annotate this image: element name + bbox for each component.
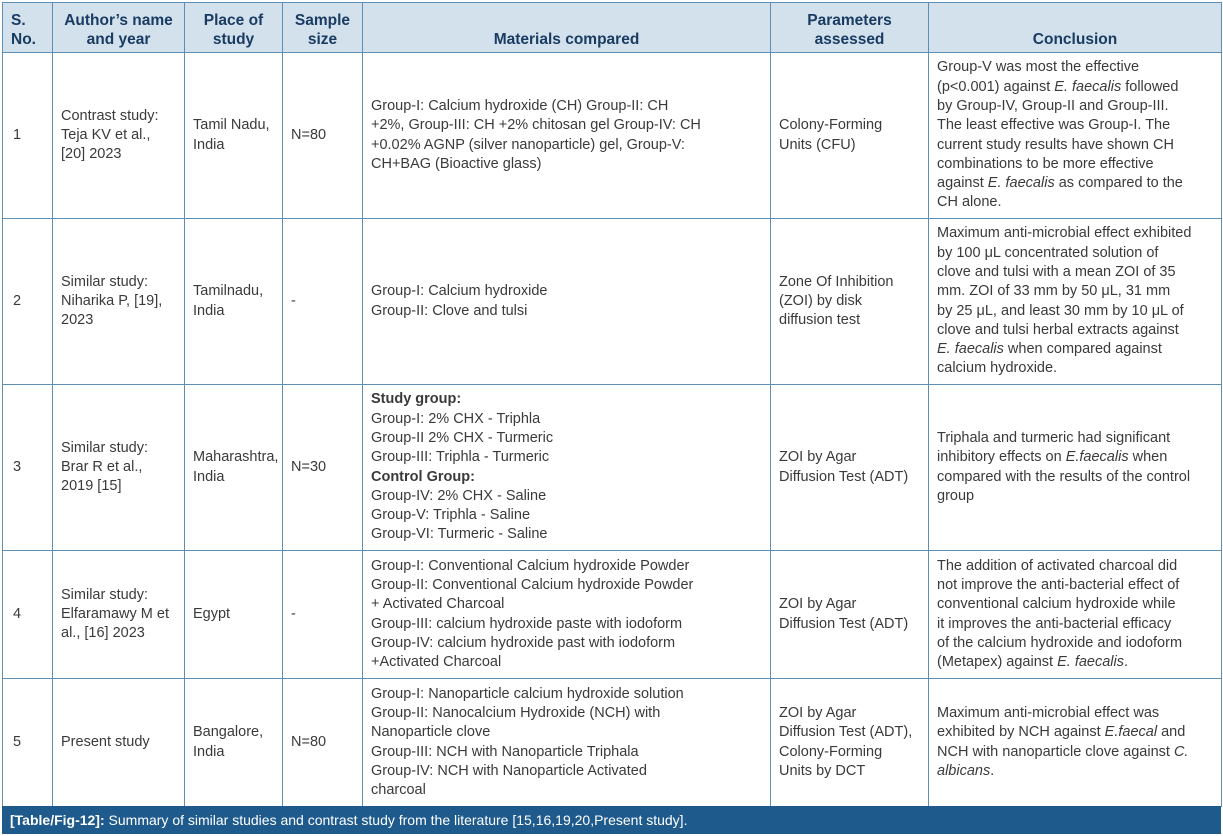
author-line: Elfaramawy M et	[61, 605, 169, 622]
materials-line: Group-I: Nanoparticle calcium hydroxide solution	[371, 685, 684, 702]
conclusion-text: compared with the results of the control	[937, 468, 1191, 485]
conclusion-line	[937, 282, 1213, 301]
materials-line: Group-I: Conventional Calcium hydroxide Powder	[371, 557, 690, 574]
conclusion-line	[937, 136, 1213, 155]
conclusion-line	[937, 244, 1213, 263]
table-caption	[2, 806, 1221, 834]
header-sample-line: size	[307, 31, 338, 48]
conclusion-text: when compared against	[1003, 341, 1162, 358]
materials-line: CH+BAG (Bioactive glass)	[371, 155, 542, 172]
materials-line: Group-IV: 2% CHX - Saline	[371, 487, 547, 504]
cell-sno: 4	[3, 551, 53, 679]
species-name: E. faecalis	[1054, 78, 1122, 95]
conclusion-text: (Metapex) against	[937, 654, 1058, 671]
conclusion-line	[937, 576, 1213, 595]
conclusion-text: Maximum anti-microbial effect exhibited	[937, 225, 1192, 242]
header-author	[53, 3, 185, 53]
author-line: Similar study:	[61, 439, 149, 456]
place-line: Maharashtra,	[193, 449, 279, 466]
place-line: Egypt	[193, 605, 231, 622]
species-name: albicans	[937, 762, 991, 779]
conclusion-line	[937, 762, 1213, 781]
conclusion-text: clove and tulsi herbal extracts against	[937, 321, 1179, 338]
conclusion-text: clove and tulsi with a mean ZOI of 35	[937, 263, 1176, 280]
materials-line: Group-II: Conventional Calcium hydroxide Powder	[371, 576, 694, 593]
conclusion-line	[937, 743, 1213, 762]
materials-line: Group-V: Triphla - Saline	[371, 507, 531, 524]
caption-label: [Table/Fig-12]:	[10, 812, 105, 828]
species-name: E. faecalis	[937, 341, 1004, 358]
author-line: [20] 2023	[61, 146, 122, 163]
conclusion-text: followed	[1121, 78, 1179, 95]
conclusion-text: NCH with nanoparticle clove against	[937, 743, 1174, 760]
conclusion-line	[937, 174, 1213, 193]
author-line: al., [16] 2023	[61, 625, 145, 642]
cell-sample-size: N=80	[283, 53, 363, 219]
parameters-line: diffusion test	[779, 312, 861, 329]
materials-line: Group-I: Calcium hydroxide	[371, 283, 548, 300]
conclusion-line	[937, 193, 1213, 212]
conclusion-text: Maximum anti-microbial effect was	[937, 704, 1160, 721]
cell-author	[53, 219, 185, 385]
cell-place	[185, 551, 283, 679]
conclusion-text: mm. ZOI of 33 mm by 50 μL, 31 mm	[937, 283, 1171, 300]
conclusion-line	[937, 615, 1213, 634]
header-materials-line: Materials compared	[493, 31, 640, 48]
conclusion-line	[937, 155, 1213, 174]
materials-line: Group-III: calcium hydroxide paste with iodoform	[371, 615, 683, 632]
header-sno	[3, 3, 53, 53]
conclusion-line	[937, 58, 1213, 77]
cell-place	[185, 53, 283, 219]
conclusion-text: current study results have shown CH	[937, 136, 1174, 153]
cell-sample-size: N=80	[283, 679, 363, 807]
header-place-line: Place of	[203, 12, 264, 29]
author-line: Contrast study:	[61, 107, 159, 124]
header-sno-line: S.	[11, 12, 26, 29]
place-line: India	[193, 136, 225, 153]
materials-line: +0.02% AGNP (silver nanoparticle) gel, Group-V:	[371, 136, 685, 153]
conclusion-text: exhibited by NCH against	[937, 724, 1105, 741]
cell-parameters	[771, 551, 929, 679]
table-row	[3, 219, 1222, 385]
author-line: Brar R et al.,	[61, 458, 143, 475]
place-line: India	[193, 468, 225, 485]
cell-author	[53, 385, 185, 551]
materials-line: Group-IV: NCH with Nanoparticle Activated	[371, 762, 647, 779]
conclusion-text: and	[1157, 724, 1186, 741]
materials-line: + Activated Charcoal	[371, 596, 505, 613]
conclusion-text: (p<0.001) against	[937, 78, 1055, 95]
header-author-line: and year	[86, 31, 151, 48]
header-sample-line: Sample	[294, 12, 351, 29]
parameters-line: ZOI by Agar	[779, 449, 857, 466]
cell-conclusion	[929, 551, 1222, 679]
conclusion-line	[937, 557, 1213, 576]
conclusion-text: by Group-IV, Group-II and Group-III.	[937, 97, 1169, 114]
cell-parameters	[771, 219, 929, 385]
author-line: Similar study:	[61, 586, 149, 603]
cell-sno: 3	[3, 385, 53, 551]
header-place	[185, 3, 283, 53]
cell-author	[53, 679, 185, 807]
materials-line: Group-IV: calcium hydroxide past with iodoform	[371, 634, 676, 651]
cell-sno: 5	[3, 679, 53, 807]
header-sample	[283, 3, 363, 53]
cell-author	[53, 53, 185, 219]
parameters-line: Diffusion Test (ADT)	[779, 615, 909, 632]
conclusion-line	[937, 487, 1213, 506]
conclusion-line	[937, 78, 1213, 97]
parameters-line: Units by DCT	[779, 762, 866, 779]
conclusion-text: combinations to be more effective	[937, 155, 1154, 172]
conclusion-text: against	[937, 175, 988, 192]
conclusion-text: The least effective was Group-I. The	[937, 117, 1171, 134]
cell-materials	[363, 53, 771, 219]
cell-author	[53, 551, 185, 679]
conclusion-line	[937, 302, 1213, 321]
parameters-line: Colony-Forming	[779, 743, 883, 760]
materials-line: Group-II 2% CHX - Turmeric	[371, 429, 554, 446]
place-line: Bangalore,	[193, 724, 264, 741]
cell-conclusion	[929, 679, 1222, 807]
materials-line: Group-III: NCH with Nanoparticle Triphala	[371, 743, 639, 760]
caption-text: Summary of similar studies and contrast study from the literature [15,16,19,20,Present study].	[104, 812, 688, 828]
parameters-line: ZOI by Agar	[779, 704, 857, 721]
materials-line: Group-I: Calcium hydroxide (CH) Group-II: CH	[371, 97, 669, 114]
conclusion-line	[937, 634, 1213, 653]
conclusion-line	[937, 263, 1213, 282]
materials-subheading: Control Group:	[371, 468, 475, 485]
conclusion-text: .	[990, 762, 995, 779]
conclusion-line	[937, 704, 1213, 723]
header-sno-line: No.	[11, 31, 36, 48]
header-materials	[363, 3, 771, 53]
cell-conclusion	[929, 53, 1222, 219]
conclusion-line	[937, 448, 1213, 467]
parameters-line: Colony-Forming	[779, 117, 883, 134]
conclusion-line	[937, 340, 1213, 359]
author-line: Teja KV et al.,	[61, 126, 151, 143]
place-line: India	[193, 302, 225, 319]
author-line: Similar study:	[61, 273, 149, 290]
header-conclusion	[929, 3, 1222, 53]
conclusion-line	[937, 97, 1213, 116]
cell-parameters	[771, 679, 929, 807]
header-author-line: Author’s name	[64, 12, 173, 29]
materials-subheading: Study group:	[371, 391, 462, 408]
header-params	[771, 3, 929, 53]
cell-sno: 2	[3, 219, 53, 385]
materials-line: Group-I: 2% CHX - Triphla	[371, 410, 541, 427]
literature-summary-table	[2, 2, 1222, 807]
table-row	[3, 53, 1222, 219]
cell-parameters	[771, 53, 929, 219]
parameters-line: Units (CFU)	[779, 136, 856, 153]
cell-sample-size: -	[283, 551, 363, 679]
cell-conclusion	[929, 385, 1222, 551]
place-line: Tamilnadu,	[193, 283, 264, 300]
conclusion-text: it improves the anti-bacterial efficacy	[937, 615, 1172, 632]
place-line: Tamil Nadu,	[193, 117, 270, 134]
cell-materials	[363, 679, 771, 807]
parameters-line: Zone Of Inhibition	[779, 273, 894, 290]
materials-line: Group-II: Clove and tulsi	[371, 302, 528, 319]
species-name: E. faecalis	[1057, 654, 1124, 671]
cell-conclusion	[929, 219, 1222, 385]
header-params-line: assessed	[814, 31, 885, 48]
conclusion-text: Group-V was most the effective	[937, 59, 1140, 76]
table-row	[3, 385, 1222, 551]
cell-materials	[363, 219, 771, 385]
conclusion-text: as compared to the	[1054, 175, 1183, 192]
conclusion-line	[937, 429, 1213, 448]
conclusion-text: Triphala and turmeric had significant	[937, 429, 1171, 446]
conclusion-line	[937, 468, 1213, 487]
table-body	[3, 53, 1222, 807]
conclusion-text: by 100 μL concentrated solution of	[937, 244, 1159, 261]
cell-sample-size: -	[283, 219, 363, 385]
conclusion-line	[937, 321, 1213, 340]
header-params-line: Parameters	[807, 12, 892, 29]
table-row	[3, 679, 1222, 807]
conclusion-text: .	[1124, 654, 1129, 671]
materials-line: charcoal	[371, 782, 426, 799]
parameters-line: ZOI by Agar	[779, 596, 857, 613]
table-row	[3, 551, 1222, 679]
materials-line: +Activated Charcoal	[371, 654, 502, 671]
header-place-line: study	[212, 31, 255, 48]
conclusion-line	[937, 116, 1213, 135]
author-line: 2019 [15]	[61, 478, 122, 495]
conclusion-line	[937, 595, 1213, 614]
header-conclusion-line: Conclusion	[1032, 31, 1118, 48]
cell-sample-size: N=30	[283, 385, 363, 551]
conclusion-text: calcium hydroxide.	[937, 360, 1058, 377]
cell-sno: 1	[3, 53, 53, 219]
materials-line: Nanoparticle clove	[371, 724, 491, 741]
parameters-line: Diffusion Test (ADT),	[779, 724, 913, 741]
conclusion-line	[937, 723, 1213, 742]
cell-materials	[363, 551, 771, 679]
table-header	[3, 3, 1222, 53]
conclusion-line	[937, 224, 1213, 243]
conclusion-text: when	[1128, 449, 1168, 466]
conclusion-text: by 25 μL, and least 30 mm by 10 μL of	[937, 302, 1184, 319]
materials-line: Group-VI: Turmeric - Saline	[371, 526, 548, 543]
conclusion-text: not improve the anti-bacterial effect of	[937, 576, 1180, 593]
species-name: C.	[1173, 743, 1189, 760]
cell-parameters	[771, 385, 929, 551]
species-name: E.faecal	[1104, 724, 1158, 741]
conclusion-text: of the calcium hydroxide and iodoform	[937, 634, 1183, 651]
conclusion-text: CH alone.	[937, 194, 1002, 211]
conclusion-line	[937, 359, 1213, 378]
conclusion-text: inhibitory effects on	[937, 449, 1066, 466]
materials-line: +2%, Group-III: CH +2% chitosan gel Group-IV: CH	[371, 117, 701, 134]
conclusion-text: The addition of activated charcoal did	[937, 557, 1178, 574]
cell-materials	[363, 385, 771, 551]
author-line: Niharika P, [19],	[61, 292, 163, 309]
materials-line: Group-III: Triphla - Turmeric	[371, 449, 550, 466]
species-name: E. faecalis	[987, 175, 1055, 192]
cell-place	[185, 385, 283, 551]
author-line: Present study	[61, 733, 150, 750]
materials-line: Group-II: Nanocalcium Hydroxide (NCH) with	[371, 704, 661, 721]
parameters-line: (ZOI) by disk	[779, 292, 862, 309]
conclusion-text: conventional calcium hydroxide while	[937, 596, 1176, 613]
author-line: 2023	[61, 312, 94, 329]
conclusion-text: group	[937, 487, 975, 504]
cell-place	[185, 219, 283, 385]
cell-place	[185, 679, 283, 807]
place-line: India	[193, 743, 225, 760]
conclusion-line	[937, 653, 1213, 672]
species-name: E.faecalis	[1065, 449, 1129, 466]
parameters-line: Diffusion Test (ADT)	[779, 468, 909, 485]
